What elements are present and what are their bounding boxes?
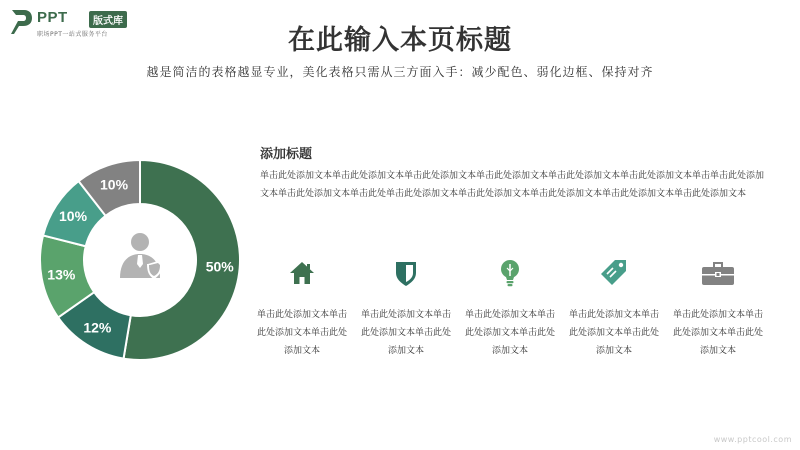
lightbulb-icon xyxy=(495,257,525,289)
logo-tag: 版式库 xyxy=(89,11,127,28)
feature-text: 单击此处添加文本单击此处添加文本单击此处添加文本 xyxy=(360,310,451,356)
section-body: 单击此处添加文本单击此处添加文本单击此处添加文本单击此处添加文本单击此处添加文本单击此处添加文本单击单击此处添加文本单击此处添加文本单击此处单击此处添加文本单击此处添加文本单击此处添加文本单击此处添加文本单击此处添加文本 xyxy=(260,171,765,199)
donut-chart-svg xyxy=(30,150,250,370)
feature-item-home xyxy=(252,252,352,360)
slice-percent-label: 10% xyxy=(100,176,129,193)
feature-item-shield xyxy=(356,252,456,360)
person-shield-icon xyxy=(120,233,162,279)
feature-text: 单击此处添加文本单击此处添加文本单击此处添加文本 xyxy=(256,310,347,356)
page-subtitle: 越是简洁的表格越显专业，美化表格只需从三方面入手：减少配色、弱化边框、保持对齐 xyxy=(146,65,654,79)
feature-item-lightbulb xyxy=(460,252,560,360)
home-icon xyxy=(287,258,317,288)
section-title: 添加标题 xyxy=(260,147,313,162)
slice-percent-label: 13% xyxy=(47,266,76,283)
slice-percent-label: 10% xyxy=(59,208,88,225)
feature-item-toolbox xyxy=(668,252,768,360)
watermark: www.pptcool.com xyxy=(713,435,792,444)
feature-row xyxy=(252,252,772,372)
logo-subtitle: 职场PPT一站式服务平台 xyxy=(37,31,108,38)
page-title: 在此输入本页标题 xyxy=(288,25,512,56)
feature-item-tag xyxy=(564,252,664,360)
feature-text: 单击此处添加文本单击此处添加文本单击此处添加文本 xyxy=(464,310,555,356)
shield-icon xyxy=(391,258,421,288)
logo-word: PPT xyxy=(37,9,68,26)
feature-text: 单击此处添加文本单击此处添加文本单击此处添加文本 xyxy=(672,310,763,356)
donut-chart xyxy=(30,150,250,370)
feature-text: 单击此处添加文本单击此处添加文本单击此处添加文本 xyxy=(568,310,659,356)
toolbox-icon xyxy=(700,259,736,287)
slice-percent-label: 50% xyxy=(205,258,234,275)
slice-percent-label: 12% xyxy=(83,319,112,336)
tag-icon xyxy=(598,257,630,289)
